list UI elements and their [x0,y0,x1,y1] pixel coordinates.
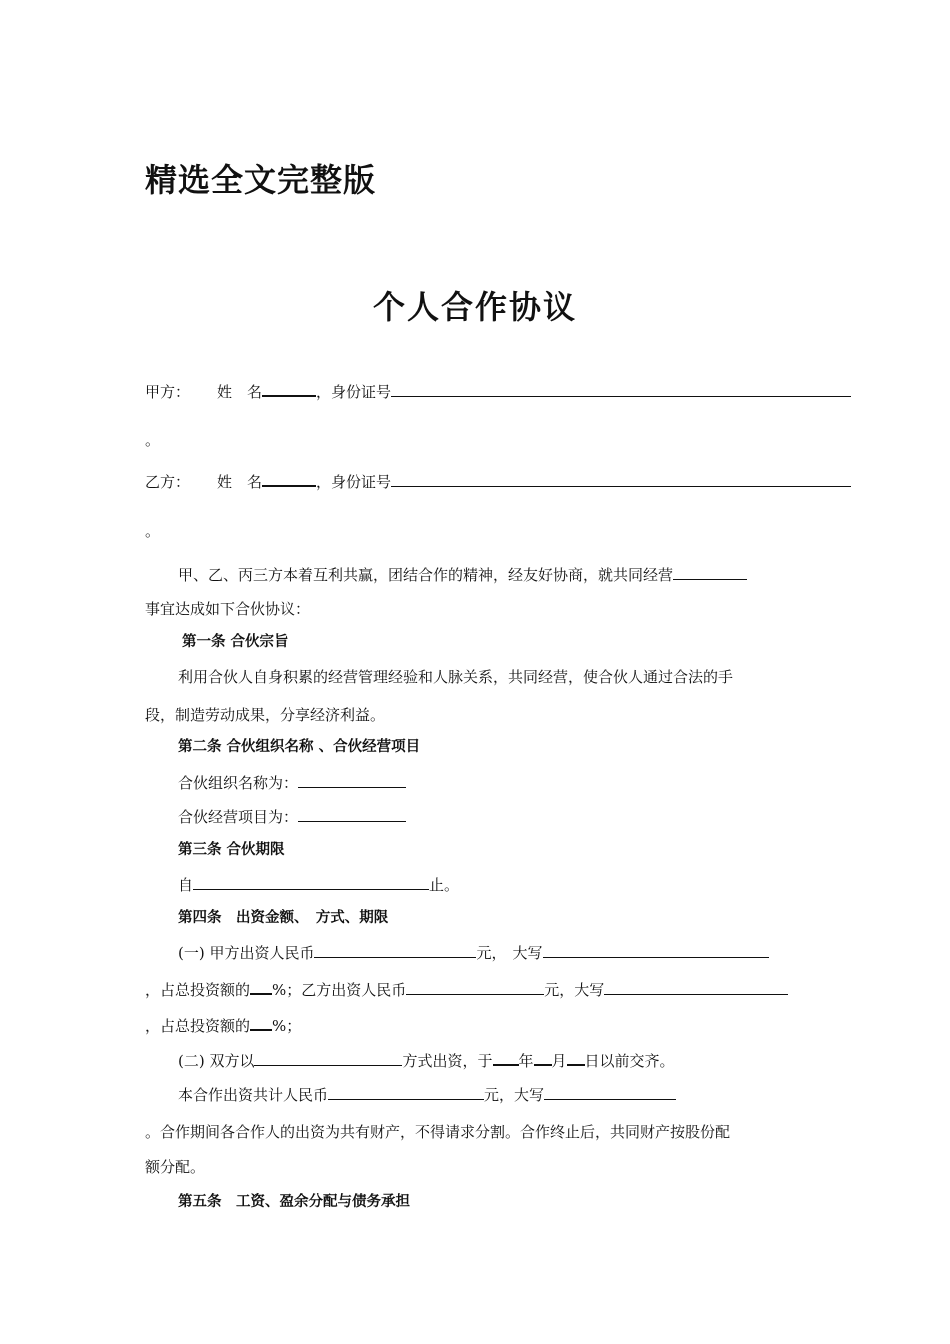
art4-p1-line-2 [145,978,788,1000]
party-b-id-blank[interactable] [391,471,851,487]
banner-heading: 精选全文完整版 [145,161,377,199]
document-title: 个人合作协议 [372,288,577,326]
article-4-heading: 第四条 出资金额、 方式、期限 [178,910,389,926]
yuan-daxie-label: 元，大写 [544,981,605,999]
year-blank[interactable] [493,1049,519,1066]
term-blank[interactable] [193,874,429,890]
total-yuan-label: 元，大写 [484,1086,545,1104]
party-b-period: 。 [145,522,161,540]
party-a-line [145,380,851,402]
party-a-label: 甲方： [145,383,191,401]
article-1-line-1: 利用合伙人自身积累的经营管理经验和人脉关系，共同经营，使合伙人通过合法的手 [178,668,734,686]
party-b-name-label: 姓 名 [217,473,263,491]
party-a-name-label: 姓 名 [217,383,263,401]
term-from-label: 自 [178,876,194,894]
day-blank[interactable] [567,1049,585,1066]
term-line [178,874,459,895]
project-label: 合伙经营项目为： [178,808,299,826]
year-label: 年 [518,1052,534,1070]
party-a-id-blank[interactable] [391,381,851,397]
party-b-line [145,470,851,492]
party-a-amount-blank[interactable] [314,942,476,958]
party-a-name-blank[interactable] [262,380,316,397]
party-a-contribution-label: (一) 甲方出资人民币 [178,944,315,962]
org-name-line [178,772,406,793]
party-b-name-blank[interactable] [262,470,316,487]
intro-line-1 [178,564,747,585]
deadline-label: 方式出资，于 [402,1052,493,1070]
party-b-amount-blank[interactable] [406,979,544,995]
party-b-amount-words-blank[interactable] [604,979,788,995]
art4-tail-line-1: 。合作期间各合作人的出资为共有财产，不得请求分割。合作终止后，共同财产按股份配 [145,1123,731,1141]
party-a-period: 。 [145,431,161,449]
day-label: 日以前交齐。 [584,1052,675,1070]
party-a-id-label: ，身份证号 [316,383,392,401]
total-amount-blank[interactable] [328,1084,484,1100]
month-blank[interactable] [534,1049,552,1066]
article-1-heading: 第一条 合伙宗旨 [182,634,289,650]
share-a-blank[interactable] [250,978,272,995]
article-1-line-2: 段，制造劳动成果，分享经济利益。 [145,706,386,724]
total-label: 本合作出资共计人民币 [178,1086,329,1104]
org-name-blank[interactable] [298,772,406,788]
party-b-contribution-label: %；乙方出资人民币 [272,981,407,999]
yuan-label: 元， [476,944,507,962]
art4-p1-line-3 [145,1014,301,1036]
method-blank[interactable] [254,1050,402,1066]
daxie-label: 大写 [512,944,543,962]
project-blank[interactable] [298,806,406,822]
party-b-label: 乙方： [145,473,191,491]
party-a-amount-words-blank[interactable] [543,942,769,958]
term-until-label: 止。 [429,876,460,894]
share-b-pct: %； [272,1017,302,1035]
intro-text-1: 甲、乙、丙三方本着互利共赢，团结合作的精神，经友好协商，就共同经营 [178,566,674,584]
org-name-label: 合伙组织名称为： [178,774,299,792]
art4-p1-line-1 [178,942,769,963]
article-5-heading: 第五条 工资、盈余分配与债务承担 [178,1194,410,1210]
share-b-label: ，占总投资额的 [145,1017,251,1035]
method-label: (二) 双方以 [178,1052,255,1070]
article-3-heading: 第三条 合伙期限 [178,842,285,858]
intro-line-2: 事宜达成如下合伙协议： [145,600,311,618]
total-line [178,1084,676,1105]
project-line [178,806,406,827]
business-blank[interactable] [673,564,747,580]
art4-p2-line [178,1049,675,1071]
share-a-label: ，占总投资额的 [145,981,251,999]
total-amount-words-blank[interactable] [544,1084,676,1100]
month-label: 月 [551,1052,567,1070]
art4-tail-line-2: 额分配。 [145,1158,206,1176]
share-b-blank[interactable] [250,1014,272,1031]
article-2-heading: 第二条 合伙组织名称 、合伙经营项目 [178,739,421,755]
party-b-id-label: ，身份证号 [316,473,392,491]
